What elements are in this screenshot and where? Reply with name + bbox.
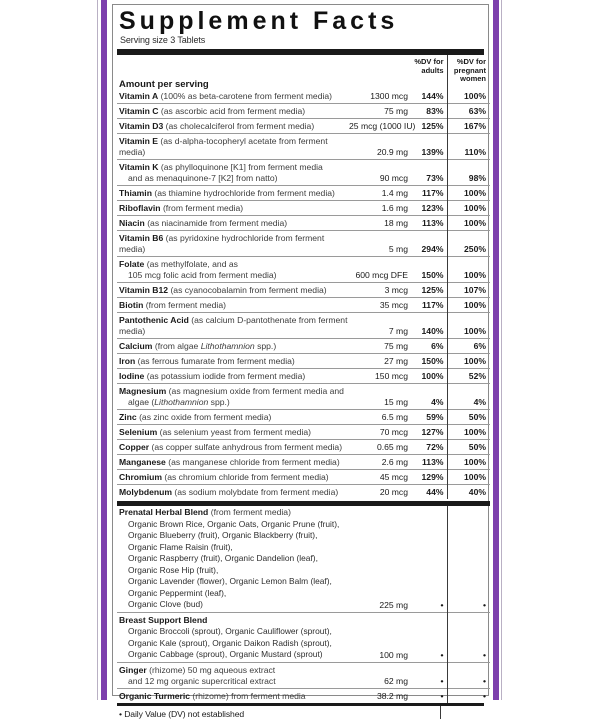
nutrient-name-cell <box>117 160 349 186</box>
nutrient-source: (as pyridoxine hydrochloride from ferment media) <box>119 232 325 254</box>
nutrient-name-cell <box>117 298 349 313</box>
nutrient-source: (as methylfolate, and as <box>146 258 238 269</box>
nutrition-table-body <box>117 55 490 703</box>
nutrient-row <box>117 384 490 410</box>
nutrient-dv-adults: 73% <box>411 160 447 186</box>
nutrient-name-cell <box>117 231 349 257</box>
nutrient-source: (as niacinamide from ferment media) <box>147 217 288 228</box>
blend-row <box>117 613 490 663</box>
nutrient-amount: 25 mcg (1000 IU) <box>349 119 411 134</box>
nutrient-source-continuation: 105 mcg folic acid from ferment media) <box>128 269 277 280</box>
blend-dv-adults: • <box>411 689 447 704</box>
nutrient-source: (as cholecalciferol from ferment media) <box>165 120 315 131</box>
nutrient-row <box>117 298 490 313</box>
nutrient-amount: 75 mg <box>349 104 411 119</box>
nutrient-dv-pregnant: 167% <box>447 119 490 134</box>
nutrient-row <box>117 283 490 298</box>
nutrition-table <box>117 55 490 703</box>
nutrient-name-cell <box>117 470 349 485</box>
nutrient-name: Manganese <box>119 456 166 467</box>
nutrient-amount: 45 mcg <box>349 470 411 485</box>
nutrient-source: (as d-alpha-tocopheryl acetate from ferment media) <box>119 135 328 157</box>
nutrient-amount: 75 mg <box>349 339 411 354</box>
nutrient-dv-adults: 123% <box>411 201 447 216</box>
nutrient-name: Molybdenum <box>119 486 172 497</box>
nutrient-amount: 3 mcg <box>349 283 411 298</box>
nutrient-row <box>117 313 490 339</box>
nutrient-name: Zinc <box>119 411 137 422</box>
nutrient-name: Calcium <box>119 340 153 351</box>
blend-name: Organic Turmeric <box>119 690 190 701</box>
nutrient-source: (as magnesium oxide from ferment media and <box>168 385 344 396</box>
nutrient-source: (as thiamine hydrochloride from ferment media) <box>154 187 335 198</box>
nutrient-dv-pregnant: 250% <box>447 231 490 257</box>
nutrient-dv-adults: 113% <box>411 216 447 231</box>
nutrient-source: (as selenium yeast from ferment media) <box>159 426 312 437</box>
nutrient-name: Vitamin C <box>119 105 159 116</box>
blend-dv-pregnant: • <box>447 613 490 663</box>
nutrient-name: Niacin <box>119 217 145 228</box>
left-hairline <box>97 0 98 700</box>
nutrient-amount: 27 mg <box>349 354 411 369</box>
nutrient-row <box>117 369 490 384</box>
nutrient-row <box>117 119 490 134</box>
nutrient-name-cell <box>117 354 349 369</box>
blend-source: (rhizome) from ferment media <box>192 690 306 701</box>
blend-dv-pregnant: • <box>447 689 490 704</box>
nutrient-row <box>117 134 490 160</box>
nutrient-source-continuation: algae (Lithothamnion spp.) <box>128 396 230 407</box>
nutrient-dv-adults: 139% <box>411 134 447 160</box>
nutrient-name: Vitamin K <box>119 161 159 172</box>
nutrient-source: (as ascorbic acid from ferment media) <box>160 105 306 116</box>
nutrient-dv-pregnant: 100% <box>447 186 490 201</box>
blend-source: (from ferment media) <box>210 507 291 517</box>
nutrient-dv-pregnant: 50% <box>447 440 490 455</box>
nutrient-row <box>117 89 490 104</box>
blend-dv-pregnant: • <box>447 506 490 613</box>
blend-ingredients: Organic Brown Rice, Organic Oats, Organic Prune (fruit), Organic Blueberry (fruit), Organic Blackberry (fruit), Organic Flame Raisin (fruit), Organic Raspberry (fruit), Organic Dandelion (leaf), Organic Rose Hip (fruit), Organic Lavender (flower), Organic Lemon Balm (leaf), Organic Peppermint (leaf), Organic Clove (bud) <box>128 518 340 609</box>
dv-pregnant-header: %DV for pregnant women <box>447 55 490 89</box>
nutrient-dv-pregnant: 100% <box>447 425 490 440</box>
left-purple-bar <box>101 0 107 700</box>
nutrient-name: Vitamin E <box>119 135 159 146</box>
nutrient-source: (as sodium molybdate from ferment media) <box>174 486 339 497</box>
blend-amount: 225 mg <box>379 599 408 610</box>
nutrient-amount: 18 mg <box>349 216 411 231</box>
nutrient-dv-adults: 44% <box>411 485 447 500</box>
nutrient-name-cell <box>117 119 349 134</box>
nutrient-amount: 7 mg <box>349 313 411 339</box>
amount-per-serving-header: Amount per serving <box>119 78 209 90</box>
blend-amount: 100 mg <box>349 613 411 663</box>
blend-source-continuation: and 12 mg organic supercritical extract <box>128 675 276 686</box>
blend-name-cell <box>117 689 349 704</box>
blend-row <box>117 506 490 613</box>
blend-name: Breast Support Blend <box>119 614 208 625</box>
nutrient-row <box>117 485 490 500</box>
blend-name-cell <box>117 663 349 689</box>
blend-dv-adults: • <box>440 599 444 610</box>
nutrient-dv-pregnant: 100% <box>447 216 490 231</box>
nutrient-dv-adults: 117% <box>411 186 447 201</box>
nutrient-dv-pregnant: 63% <box>447 104 490 119</box>
nutrient-dv-adults: 140% <box>411 313 447 339</box>
nutrient-name-cell <box>117 485 349 500</box>
nutrient-row <box>117 440 490 455</box>
nutrient-source: (as copper sulfate anhydrous from ferment media) <box>151 441 343 452</box>
nutrient-row <box>117 455 490 470</box>
nutrient-name-cell <box>117 440 349 455</box>
nutrient-name: Thiamin <box>119 187 152 198</box>
nutrient-dv-pregnant: 100% <box>447 354 490 369</box>
nutrient-dv-adults: 59% <box>411 410 447 425</box>
nutrient-dv-pregnant: 4% <box>447 384 490 410</box>
nutrient-amount: 70 mcg <box>349 425 411 440</box>
nutrient-amount: 15 mg <box>349 384 411 410</box>
blend-ingredients: Organic Broccoli (sprout), Organic Cauliflower (sprout), Organic Kale (sprout), Organic Daikon Radish (sprout), Organic Cabbage (sprout), Organic Mustard (sprout) <box>128 626 332 659</box>
nutrient-name: Copper <box>119 441 150 452</box>
nutrient-name-cell <box>117 201 349 216</box>
nutrient-amount: 0.65 mg <box>349 440 411 455</box>
nutrient-row <box>117 186 490 201</box>
nutrient-dv-pregnant: 50% <box>447 410 490 425</box>
right-hairline <box>501 0 502 700</box>
nutrient-dv-adults: 83% <box>411 104 447 119</box>
serving-size: Serving size 3 Tablets <box>120 35 206 45</box>
nutrient-amount: 35 mcg <box>349 298 411 313</box>
nutrient-row <box>117 231 490 257</box>
nutrient-name-cell <box>117 89 349 104</box>
nutrient-dv-adults: 127% <box>411 425 447 440</box>
nutrient-row <box>117 257 490 283</box>
nutrient-dv-adults: 100% <box>411 369 447 384</box>
nutrient-source: (100% as beta-carotene from ferment media) <box>160 90 333 101</box>
nutrient-name-cell <box>117 134 349 160</box>
nutrient-name: Iron <box>119 355 136 366</box>
nutrient-name: Pantothenic Acid <box>119 314 189 325</box>
nutrient-name: Vitamin D3 <box>119 120 164 131</box>
nutrient-row <box>117 216 490 231</box>
footnote-column-divider <box>440 706 442 719</box>
nutrient-amount: 1.4 mg <box>349 186 411 201</box>
nutrient-row <box>117 410 490 425</box>
blend-source: (rhizome) 50 mg aqueous extract <box>149 664 276 675</box>
nutrient-row <box>117 425 490 440</box>
nutrient-source: (as calcium D-pantothenate from ferment media) <box>119 314 348 336</box>
nutrient-source-continuation: and as menaquinone-7 [K2] from natto) <box>128 172 278 183</box>
nutrient-dv-pregnant: 100% <box>447 298 490 313</box>
nutrient-dv-pregnant: 100% <box>447 257 490 283</box>
nutrient-amount: 20.9 mg <box>349 134 411 160</box>
table-header-row <box>117 55 490 89</box>
nutrient-amount: 1300 mcg <box>370 90 408 101</box>
nutrient-source: (from algae Lithothamnion spp.) <box>154 340 277 351</box>
nutrient-dv-adults: 72% <box>411 440 447 455</box>
blend-row <box>117 663 490 689</box>
nutrient-name: Iodine <box>119 370 145 381</box>
nutrient-dv-pregnant: 107% <box>447 283 490 298</box>
nutrient-source: (as manganese chloride from ferment media) <box>168 456 340 467</box>
blend-name: Prenatal Herbal Blend <box>119 507 209 517</box>
blend-dv-adults: • <box>411 663 447 689</box>
nutrient-dv-adults: 144% <box>421 90 444 101</box>
nutrient-amount: 5 mg <box>349 231 411 257</box>
nutrient-dv-pregnant: 100% <box>447 455 490 470</box>
dv-adults-header: %DV for adults <box>414 57 444 75</box>
footnote-area <box>117 706 484 719</box>
blend-amount: 38.2 mg <box>349 689 411 704</box>
nutrient-source: (as potassium iodide from ferment media) <box>146 370 306 381</box>
nutrient-row <box>117 201 490 216</box>
nutrient-name: Vitamin B12 <box>119 284 169 295</box>
amount-column-header <box>349 55 411 89</box>
nutrient-dv-adults: 294% <box>411 231 447 257</box>
nutrient-dv-pregnant: 100% <box>447 89 490 104</box>
nutrient-name: Vitamin A <box>119 90 159 101</box>
nutrient-dv-pregnant: 100% <box>447 470 490 485</box>
nutrient-row <box>117 339 490 354</box>
nutrient-name: Magnesium <box>119 385 167 396</box>
nutrient-name-cell <box>117 425 349 440</box>
blend-dv-adults: • <box>411 613 447 663</box>
nutrient-name-cell <box>117 283 349 298</box>
blend-row <box>117 689 490 704</box>
nutrient-source: (as zinc oxide from ferment media) <box>139 411 272 422</box>
nutrient-dv-pregnant: 40% <box>447 485 490 500</box>
blend-amount: 62 mg <box>349 663 411 689</box>
nutrient-dv-adults: 113% <box>411 455 447 470</box>
nutrient-amount: 1.6 mg <box>349 201 411 216</box>
panel-title: Supplement Facts <box>119 7 399 35</box>
nutrient-name: Vitamin B6 <box>119 232 164 243</box>
nutrient-row <box>117 354 490 369</box>
nutrient-name-cell <box>117 384 349 410</box>
nutrient-dv-pregnant: 6% <box>447 339 490 354</box>
nutrient-dv-pregnant: 52% <box>447 369 490 384</box>
nutrient-dv-pregnant: 98% <box>447 160 490 186</box>
nutrient-name: Biotin <box>119 299 144 310</box>
nutrient-name: Folate <box>119 258 145 269</box>
nutrient-row <box>117 160 490 186</box>
nutrient-amount: 150 mcg <box>349 369 411 384</box>
nutrient-row <box>117 470 490 485</box>
nutrient-name: Selenium <box>119 426 158 437</box>
nutrient-name: Chromium <box>119 471 162 482</box>
nutrient-name-cell <box>117 257 349 283</box>
nutrient-source: (as phylloquinone [K1] from ferment media <box>160 161 323 172</box>
footnote-text: • Daily Value (DV) not established <box>119 709 245 719</box>
nutrient-amount: 90 mcg <box>349 160 411 186</box>
blend-name-cell <box>117 613 349 663</box>
nutrient-name-cell <box>117 410 349 425</box>
nutrient-dv-adults: 129% <box>411 470 447 485</box>
right-purple-bar <box>493 0 499 700</box>
nutrient-name-cell <box>117 313 349 339</box>
nutrient-name-cell <box>117 186 349 201</box>
nutrient-source: (as chromium chloride from ferment media) <box>164 471 329 482</box>
nutrient-name-cell <box>117 369 349 384</box>
nutrient-source: (from ferment media) <box>162 202 244 213</box>
nutrient-dv-adults: 6% <box>411 339 447 354</box>
nutrient-source: (from ferment media) <box>145 299 226 310</box>
nutrient-amount: 6.5 mg <box>349 410 411 425</box>
nutrient-name-cell <box>117 104 349 119</box>
blend-name-cell <box>117 506 349 613</box>
nutrient-dv-adults: 125% <box>411 119 447 134</box>
nutrient-dv-adults: 150% <box>411 354 447 369</box>
blend-name: Ginger <box>119 664 147 675</box>
nutrient-dv-adults: 117% <box>411 298 447 313</box>
nutrient-dv-adults: 150% <box>411 257 447 283</box>
nutrient-amount: 2.6 mg <box>349 455 411 470</box>
nutrient-name-cell <box>117 339 349 354</box>
nutrient-amount: 20 mcg <box>349 485 411 500</box>
nutrient-name: Riboflavin <box>119 202 161 213</box>
blend-dv-pregnant: • <box>447 663 490 689</box>
nutrient-source: (as ferrous fumarate from ferment media) <box>137 355 295 366</box>
nutrient-dv-pregnant: 110% <box>447 134 490 160</box>
nutrient-amount: 600 mcg DFE <box>349 257 411 283</box>
nutrient-dv-pregnant: 100% <box>447 201 490 216</box>
nutrient-dv-adults: 4% <box>411 384 447 410</box>
nutrient-row <box>117 104 490 119</box>
nutrient-name-cell <box>117 216 349 231</box>
nutrient-dv-pregnant: 100% <box>447 313 490 339</box>
nutrient-source: (as cyanocobalamin from ferment media) <box>170 284 327 295</box>
nutrient-name-cell <box>117 455 349 470</box>
supplement-facts-panel <box>112 4 489 719</box>
nutrient-dv-adults: 125% <box>411 283 447 298</box>
